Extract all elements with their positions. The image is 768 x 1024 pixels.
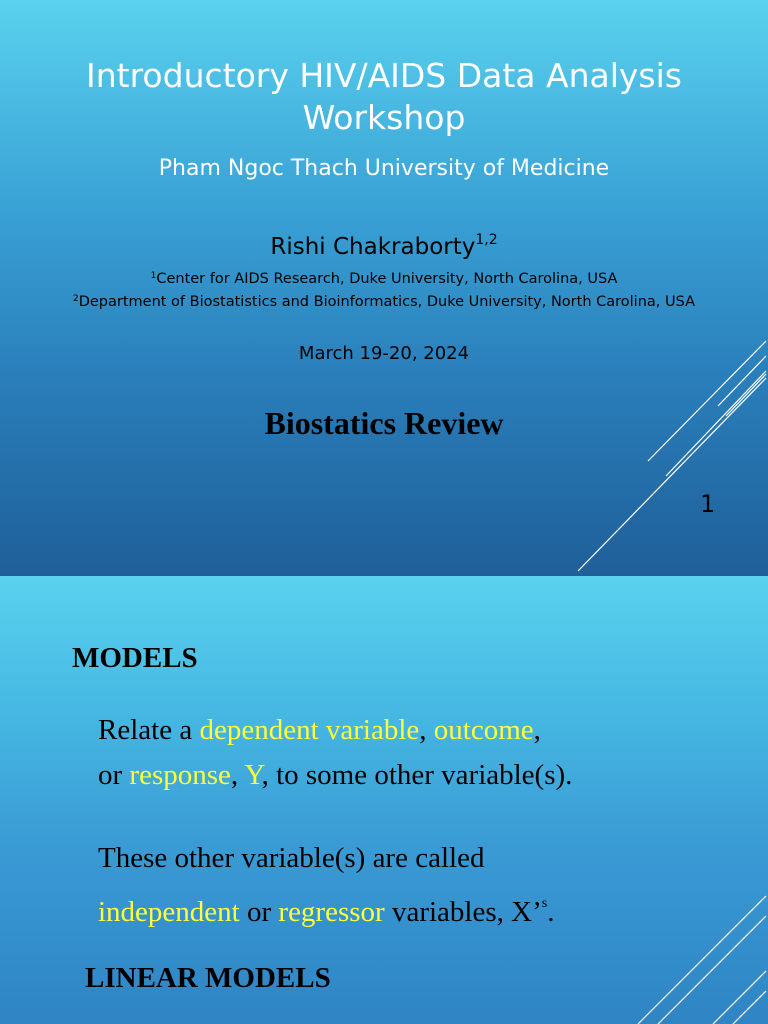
- slide-subtitle: Pham Ngoc Thach University of Medicine: [158, 156, 610, 181]
- heading-linear-models: LINEAR MODELS: [85, 962, 331, 994]
- text-segment: variables, X’: [384, 896, 542, 928]
- paragraph-line: [98, 753, 572, 798]
- text-segment: or: [239, 896, 279, 928]
- decorative-lines: [598, 894, 768, 1024]
- paragraph-line: [98, 881, 554, 935]
- affiliation-2-text: Department of Biostatistics and Bioinformatics, Duke University, North Carolina, USA: [78, 294, 696, 310]
- slide-2: [0, 576, 768, 1024]
- affiliation-2: [0, 294, 768, 310]
- highlight-independent: independent: [98, 896, 240, 928]
- paragraph-line: These other variable(s) are called: [98, 842, 485, 874]
- decorative-line: [713, 971, 766, 1024]
- decorative-line: [578, 378, 766, 571]
- text-segment: ,: [230, 759, 245, 791]
- decorative-line: [638, 896, 766, 1024]
- highlight-response: response: [129, 759, 231, 791]
- slide-title: [0, 55, 768, 139]
- decorative-line: [666, 371, 766, 476]
- decorative-line: [726, 374, 766, 416]
- highlight-outcome: outcome: [433, 714, 534, 746]
- superscript-s: s: [541, 896, 548, 911]
- author-name: [0, 232, 768, 260]
- author-name-text: Rishi Chakraborty: [270, 234, 476, 260]
- text-segment: .: [547, 896, 555, 928]
- decorative-line: [648, 341, 766, 461]
- affiliation-1: [0, 271, 768, 287]
- text-segment: ,: [533, 714, 541, 746]
- decorative-lines: [558, 316, 768, 576]
- affiliation-2-superscript: 2: [72, 294, 79, 304]
- page-number: 1: [700, 490, 716, 518]
- decorative-line: [733, 991, 766, 1024]
- paragraph-regressors: [98, 836, 554, 935]
- text-segment: , to some other variable(s).: [261, 759, 573, 791]
- slide-title-line-2: Workshop: [302, 98, 466, 137]
- author-superscript: 1,2: [475, 232, 498, 248]
- highlight-regressor: regressor: [278, 896, 385, 928]
- affiliation-1-superscript: 1: [150, 271, 157, 281]
- highlight-dependent-variable: dependent variable: [199, 714, 420, 746]
- highlight-y: Y: [244, 759, 262, 791]
- text-segment: or: [98, 759, 130, 791]
- heading-models: MODELS: [72, 642, 198, 674]
- text-segment: Relate a: [98, 714, 200, 746]
- section-title: Biostatics Review: [264, 405, 504, 441]
- slide-title-line-1: Introductory HIV/AIDS Data Analysis: [86, 56, 682, 95]
- paragraph-line: [98, 708, 572, 753]
- text-segment: ,: [419, 714, 434, 746]
- paragraph-models-definition: [98, 708, 572, 798]
- affiliation-1-text: Center for AIDS Research, Duke University, North Carolina, USA: [156, 271, 618, 287]
- workshop-date: March 19-20, 2024: [298, 343, 470, 364]
